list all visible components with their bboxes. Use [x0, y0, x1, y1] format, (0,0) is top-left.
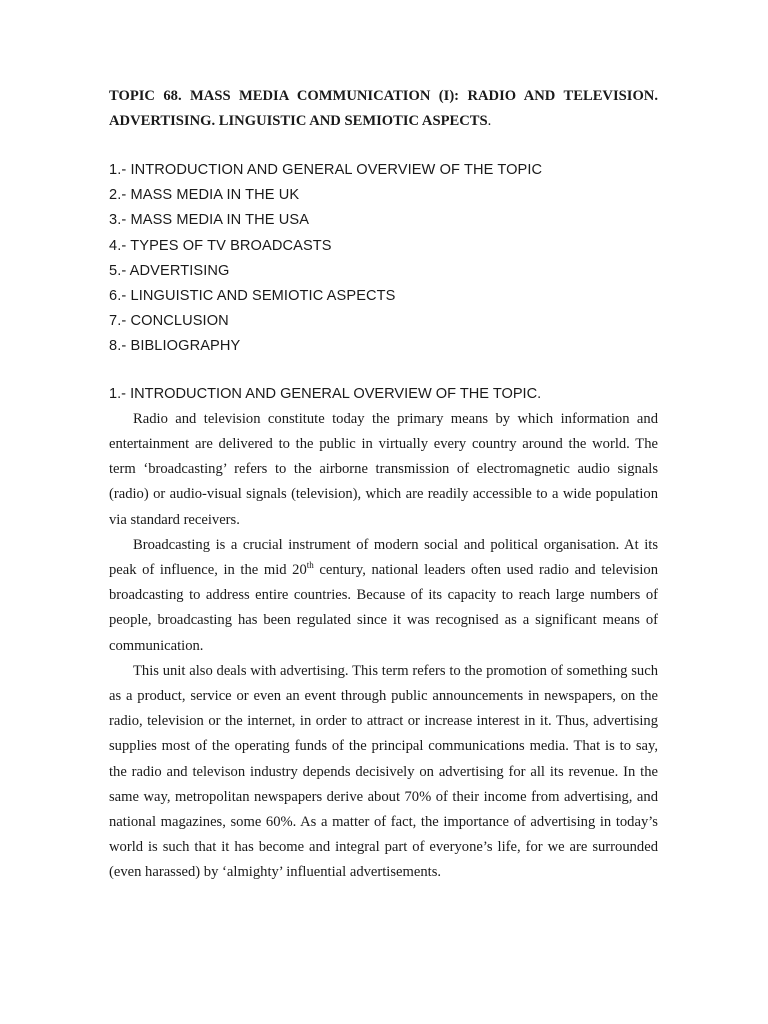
table-of-contents [109, 158, 658, 360]
paragraph-2-text-start: Broadcasting is a crucial instrument of modern social and political organisation. At its peak of influence, in the mid 20 [109, 536, 658, 579]
topic-title-period: . [487, 113, 492, 129]
paragraph-2-text-end: century, national leaders often used radio and television broadcasting to address entire countries. Because of its capacity to reach large numbers of people, broadcasting has been regulated since it was recognised as a significant means of communication. [109, 562, 658, 654]
toc-item-advertising: 5.- ADVERTISING [109, 262, 230, 279]
topic-title-line-2 [109, 109, 658, 134]
toc-item-mass-media-uk: 2.- MASS MEDIA IN THE UK [109, 187, 300, 204]
topic-title-line-2-text: ADVERTISING. LINGUISTIC AND SEMIOTIC ASPECTS [109, 113, 488, 129]
document-page [109, 84, 658, 886]
toc-item-tv-broadcasts: 4.- TYPES OF TV BROADCASTS [109, 237, 332, 254]
superscript-th: th [306, 560, 314, 571]
paragraph-broadcasting-instrument [109, 533, 658, 659]
toc-item-conclusion: 7.- CONCLUSION [109, 313, 229, 330]
topic-title-line-1: TOPIC 68. MASS MEDIA COMMUNICATION (I): RADIO AND TELEVISION. [109, 88, 658, 104]
toc-item-mass-media-usa: 3.- MASS MEDIA IN THE USA [109, 212, 310, 229]
toc-item-linguistic-semiotic: 6.- LINGUISTIC AND SEMIOTIC ASPECTS [109, 288, 396, 305]
paragraph-advertising: This unit also deals with advertising. This term refers to the promotion of something such as a product, service or even an event through public announcements in newspapers, on the radio, television or the internet, in order to attract or increase interest in it. Thus, advertising supplies most of the operating funds of the principal communications media. That is to say, the radio and televison industry depends decisively on advertising for all its revenue. In the same way, metropolitan newspapers derive about 70% of their income from advertising, and national magazines, some 60%. As a matter of fact, the importance of advertising in today’s world is such that it has become and integral part of everyone’s life, for we are surrounded (even harassed) by ‘almighty’ influential advertisements. [109, 662, 658, 881]
section-heading-introduction: 1.- INTRODUCTION AND GENERAL OVERVIEW OF THE TOPIC. [109, 385, 542, 402]
toc-item-introduction: 1.- INTRODUCTION AND GENERAL OVERVIEW OF THE TOPIC [109, 162, 543, 178]
toc-item-bibliography: 8.- BIBLIOGRAPHY [109, 338, 241, 355]
paragraph-broadcasting-definition: Radio and television constitute today the primary means by which information and entertainment are delivered to the public in virtually every country around the world. The term ‘broadcasting’ refers to the airborne transmission of electromagnetic audio signals (radio) or audio-visual signals (television), which are readily accessible to a wide population via standard receivers. [109, 410, 658, 528]
